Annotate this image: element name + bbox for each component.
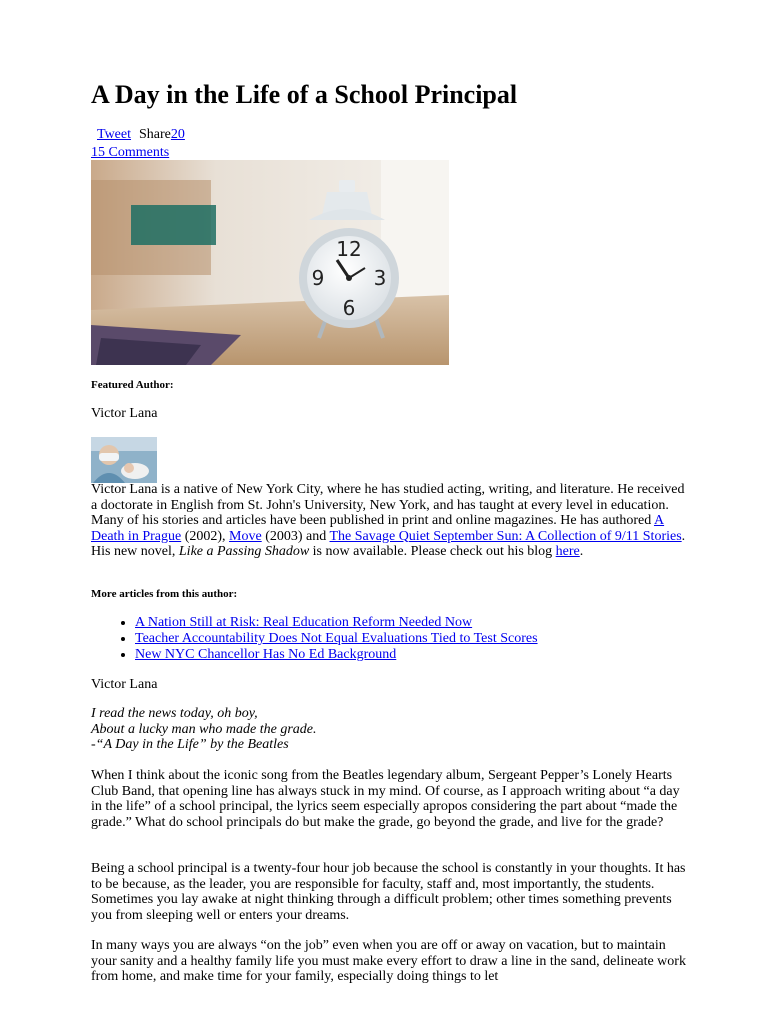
more-articles-label: More articles from this author: (91, 588, 238, 600)
bio-text: . His new novel, (91, 528, 686, 559)
article-link[interactable]: New NYC Chancellor Has No Ed Background (135, 647, 397, 662)
share-label: Share (139, 127, 171, 142)
share-count-link[interactable]: 20 (170, 127, 185, 142)
paragraph: When I think about the iconic song from the Beatles legendary album, Sergeant Pepper’s Lonely Hearts Club Band, that opening line has always stuck in my mind. Of course, as I approach writing about “a day in the life” of a school principal, the lyrics seem especially apropos considering the part about “made the grade.” What do school principals do but make the grade, go beyond the grade, and live for the grade? (91, 768, 680, 830)
paragraph: Being a school principal is a twenty-four hour job because the school is constantly in your thoughts. It has to be because, as the leader, you are responsible for faculty, staff and, most importantly, the students. Sometimes you lay awake at night thinking through a difficult problem; other times something prevents you from sleeping well or enters your dreams. (91, 861, 686, 923)
paragraph: In many ways you are always “on the job” even when you are off or away on vacation, but to maintain your sanity and a healthy family life you must make every effort to draw a line in the sand, delineate work from home, and make time for your family, especially doing things to let (91, 938, 686, 984)
epigraph-line: I read the news today, oh boy, (91, 706, 258, 721)
svg-text:12: 12 (336, 237, 362, 261)
list-item (135, 631, 538, 647)
svg-text:9: 9 (311, 266, 325, 290)
comments-link[interactable]: 15 Comments (91, 145, 170, 160)
page-title: A Day in the Life of a School Principal (91, 80, 518, 109)
bio-text: (2003) and (261, 528, 330, 544)
featured-author-name: Victor Lana (91, 406, 158, 421)
bio-text: (2002), (181, 528, 230, 544)
bio-text: . (579, 544, 584, 559)
byline: Victor Lana (91, 677, 158, 692)
author-avatar (91, 437, 157, 483)
book-link-death-in-prague[interactable]: A Death in Prague (91, 513, 665, 544)
share-bar (97, 126, 185, 143)
list-item (135, 647, 538, 663)
tweet-link[interactable]: Tweet (97, 127, 132, 142)
blog-link[interactable]: here (555, 544, 580, 559)
article-link[interactable]: Teacher Accountability Does Not Equal Evaluations Tied to Test Scores (135, 631, 538, 646)
author-bio (91, 482, 691, 560)
featured-author-label: Featured Author: (91, 379, 174, 391)
article-link[interactable]: A Nation Still at Risk: Real Education Reform Needed Now (135, 615, 473, 630)
bio-text: is now available. Please check out his blog (309, 544, 556, 559)
svg-text:6: 6 (342, 296, 356, 320)
svg-text:3: 3 (373, 266, 387, 290)
epigraph-attribution: -“A Day in the Life” by the Beatles (91, 737, 289, 752)
book-link-savage-quiet[interactable]: The Savage Quiet September Sun: A Collection of 9/11 Stories (329, 528, 682, 544)
epigraph-line: About a lucky man who made the grade. (91, 721, 317, 737)
novel-title: Like a Passing Shadow (178, 544, 310, 559)
book-link-move[interactable]: Move (229, 528, 262, 544)
bio-text: Victor Lana is a native of New York City, where he has studied acting, writing, and literature. He received a doctorate in English from St. John's University, New York, and has taught at every level in education. Many of his stories and articles have been published in print and online magazines. He has authored (91, 482, 685, 528)
list-item (135, 615, 538, 631)
epigraph (91, 706, 317, 753)
more-articles-list (91, 615, 538, 663)
hero-image-alarm-clock (91, 160, 449, 365)
